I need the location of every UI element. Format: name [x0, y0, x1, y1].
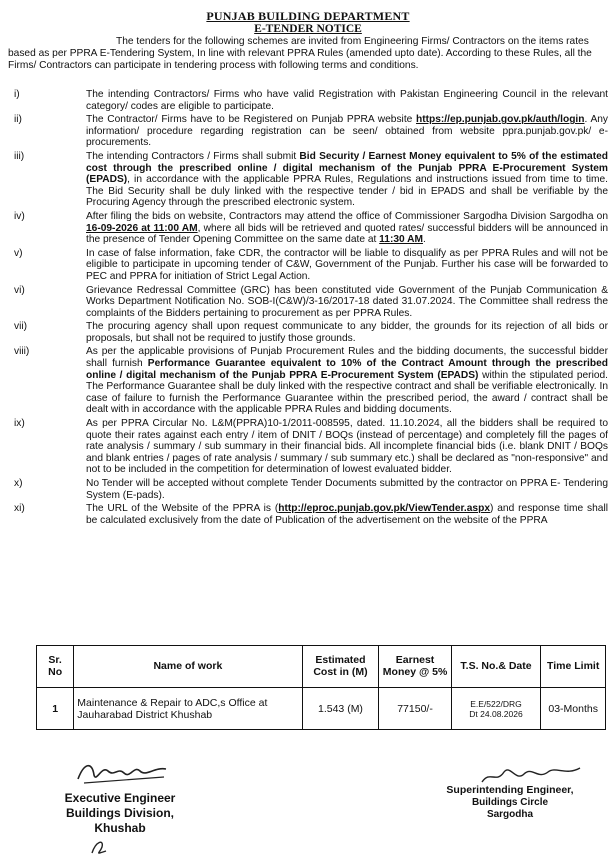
clause-text: After filing the bids on website, Contractors may attend the office of Commissioner Sargodha Division Sargodha on 16-09-2026 at 11:00 AM, where all bids will be retrieved and quoted rates/ successful bidders will be announced in the presence of Tender Opening Committee on the same date at 11:30 AM.	[86, 210, 608, 246]
terms-list	[8, 89, 608, 528]
clause-ix	[8, 418, 608, 476]
clause-xi	[8, 503, 608, 526]
ppra-url-link[interactable]: http://eproc.punjab.gov.pk/ViewTender.aspx	[278, 503, 490, 515]
clause-text: Grievance Redressal Committee (GRC) has been constituted vide Government of the Punjab Communication & Works Department Notification No. SOB-I(C&W)/3-16/2017-18 dated 31.07.2024. The Committee shall redress the complaints of the Bidders pertaining to procurement as per PPRA Rules.	[86, 284, 608, 319]
notice-title: E-TENDER NOTICE	[254, 23, 362, 35]
clause-vii	[8, 321, 608, 344]
clause-number: v)	[14, 247, 23, 259]
clause-number: xi)	[14, 503, 25, 515]
clause-text: The intending Contractors/ Firms who have valid Registration with Pakistan Engineering Council in the relevant category/ codes are eligible to participate.	[86, 89, 608, 112]
cell-ts	[451, 688, 541, 730]
signature-scribble-icon	[74, 757, 174, 787]
cell-time: 03-Months	[541, 688, 606, 730]
signatory-circle: Buildings Circle	[471, 797, 549, 808]
works-table	[36, 645, 606, 730]
registration-link[interactable]: https://ep.punjab.gov.pk/auth/login	[416, 114, 585, 126]
clause-iii	[8, 151, 608, 209]
signatory-title: Superintending Engineer,	[446, 784, 574, 796]
clause-number: i)	[14, 89, 20, 100]
header-estimated-cost: Estimated Cost in (M)	[302, 646, 379, 688]
clause-text: The intending Contractors / Firms shall submit Bid Security / Earnest Money equivalent to 5% of the estimated cost through the prescribed online / digital mechanism of the Punjab PPRA E-Procurement System (EPADS), in accordance with the applicable PPRA Rules, Regulations and instructions issued from time to time. The Bid Security shall be duly linked with the respective tender / bid in EPADS and shall be verifiable by the Procuring Agency through the prescribed electronic system.	[86, 150, 608, 209]
clause-iv	[8, 211, 608, 246]
clause-text: As per PPRA Circular No. L&M(PPRA)10-1/2011-008595, dated. 11.10.2024, all the bidders shall be required to quote their rates against each entry / item of DNIT / BOQs (instead of percentage) and completely fill the pages of rate analysis / summary / sub summary in their financial bids. All incomplete financial bids (i.e. blank DNIT / BOQs and blank entries / pages of rate analysis / summary / sub summary etc.) shall be declared as "non-responsive" and not to be included in the competition for determination of lowest evaluated bidder.	[86, 418, 608, 476]
header-ts-no: T.S. No.& Date	[451, 646, 541, 688]
signatory-location: Sargodha	[486, 809, 534, 820]
clause-text: The Contractor/ Firms have to be Registered on Punjab PPRA website https://ep.punjab.gov.pk/auth/login. Any information/ procedure regarding registration can be seen/ obtained from website ppra.punjab.gov.pk/ e- procurements.	[86, 114, 609, 149]
clause-number: vi)	[14, 284, 25, 296]
clause-vi	[8, 285, 608, 320]
announce-time: 11:30 AM	[379, 234, 423, 246]
clause-number: iii)	[14, 150, 25, 162]
ts-number: E.E/522/DRG	[470, 698, 522, 709]
header-sr-no: Sr. No	[37, 646, 74, 688]
initial-scribble-icon	[88, 835, 110, 857]
clause-x	[8, 478, 608, 501]
cell-name: Maintenance & Repair to ADC,s Office at Jauharabad District Khushab	[74, 688, 302, 730]
clause-text: As per the applicable provisions of Punjab Procurement Rules and the bidding documents, the successful bidder shall furnish Performance Guarantee equivalent to 10% of the Contract Amount through the prescribed online / digital mechanism of the Punjab PPRA E-Procurement System (EPADS) within the stipulated period. The Performance Guarantee shall be duly linked with the respective contract and shall be verifiable electronically. In case of failure to furnish the Performance Guarantee within the prescribed period, the award / contract shall be dealt with in accordance with the applicable PPRA Rules and bidding documents.	[86, 346, 608, 416]
clause-number: x)	[14, 478, 23, 489]
header-name-of-work: Name of work	[74, 646, 302, 688]
cell-sr: 1	[37, 688, 74, 730]
clause-number: ii)	[14, 114, 22, 126]
clause-text: The URL of the Website of the PPRA is (http://eproc.punjab.gov.pk/ViewTender.aspx) and response time shall be calculated exclusively from the date of Publication of the advertisement on the website of the PPRA	[86, 503, 608, 526]
clause-viii	[8, 346, 608, 416]
signatory-location: Khushab	[94, 821, 146, 835]
clause-ii	[8, 114, 608, 149]
cell-cost: 1.543 (M)	[302, 688, 379, 730]
intro-paragraph: The tenders for the following schemes are invited from Engineering Firms/ Contractors on the items rates based as per PPRA E-Tendering System, In line with relevant PPRA Rules (amended upto date). According to these Rules, all the Firms/ Contractors can participate in tendering process with following terms and conditions.	[8, 36, 592, 71]
clause-text: In case of false information, fake CDR, the contractor will be liable to disqualify as per PPRA Rules and will not be eligible to participate in upcoming tender of C&W, Government of the Punjab. Further his case will be forwarded to PEC and PPRA for initiation of Strict Legal Action.	[86, 247, 608, 282]
clause-number: viii)	[14, 346, 30, 358]
cell-money: 77150/-	[379, 688, 451, 730]
clause-number: ix)	[14, 418, 25, 430]
clause-number: vii)	[14, 321, 28, 333]
bid-date: 16-09-2026 at 11:00 AM	[86, 222, 198, 234]
ts-date: Dt 24.08.2026	[469, 708, 523, 719]
clause-v	[8, 248, 608, 283]
signatory-title: Executive Engineer	[64, 791, 176, 805]
clause-number: iv)	[14, 210, 25, 222]
clause-text: The procuring agency shall upon request communicate to any bidder, the grounds for its rejection of all bids or proposals, but shall not be required to justify those grounds.	[86, 321, 608, 344]
header-time-limit: Time Limit	[541, 646, 606, 688]
clause-text: No Tender will be accepted without complete Tender Documents submitted by the contractor on PPRA E- Tendering System (E-pads).	[86, 478, 608, 501]
header-earnest-money: Earnest Money @ 5%	[379, 646, 451, 688]
table-header-row	[37, 646, 606, 688]
signatory-division: Buildings Division,	[65, 806, 174, 820]
clause-i	[8, 89, 608, 112]
department-title: PUNJAB BUILDING DEPARTMENT	[206, 9, 410, 23]
table-row	[37, 688, 606, 730]
